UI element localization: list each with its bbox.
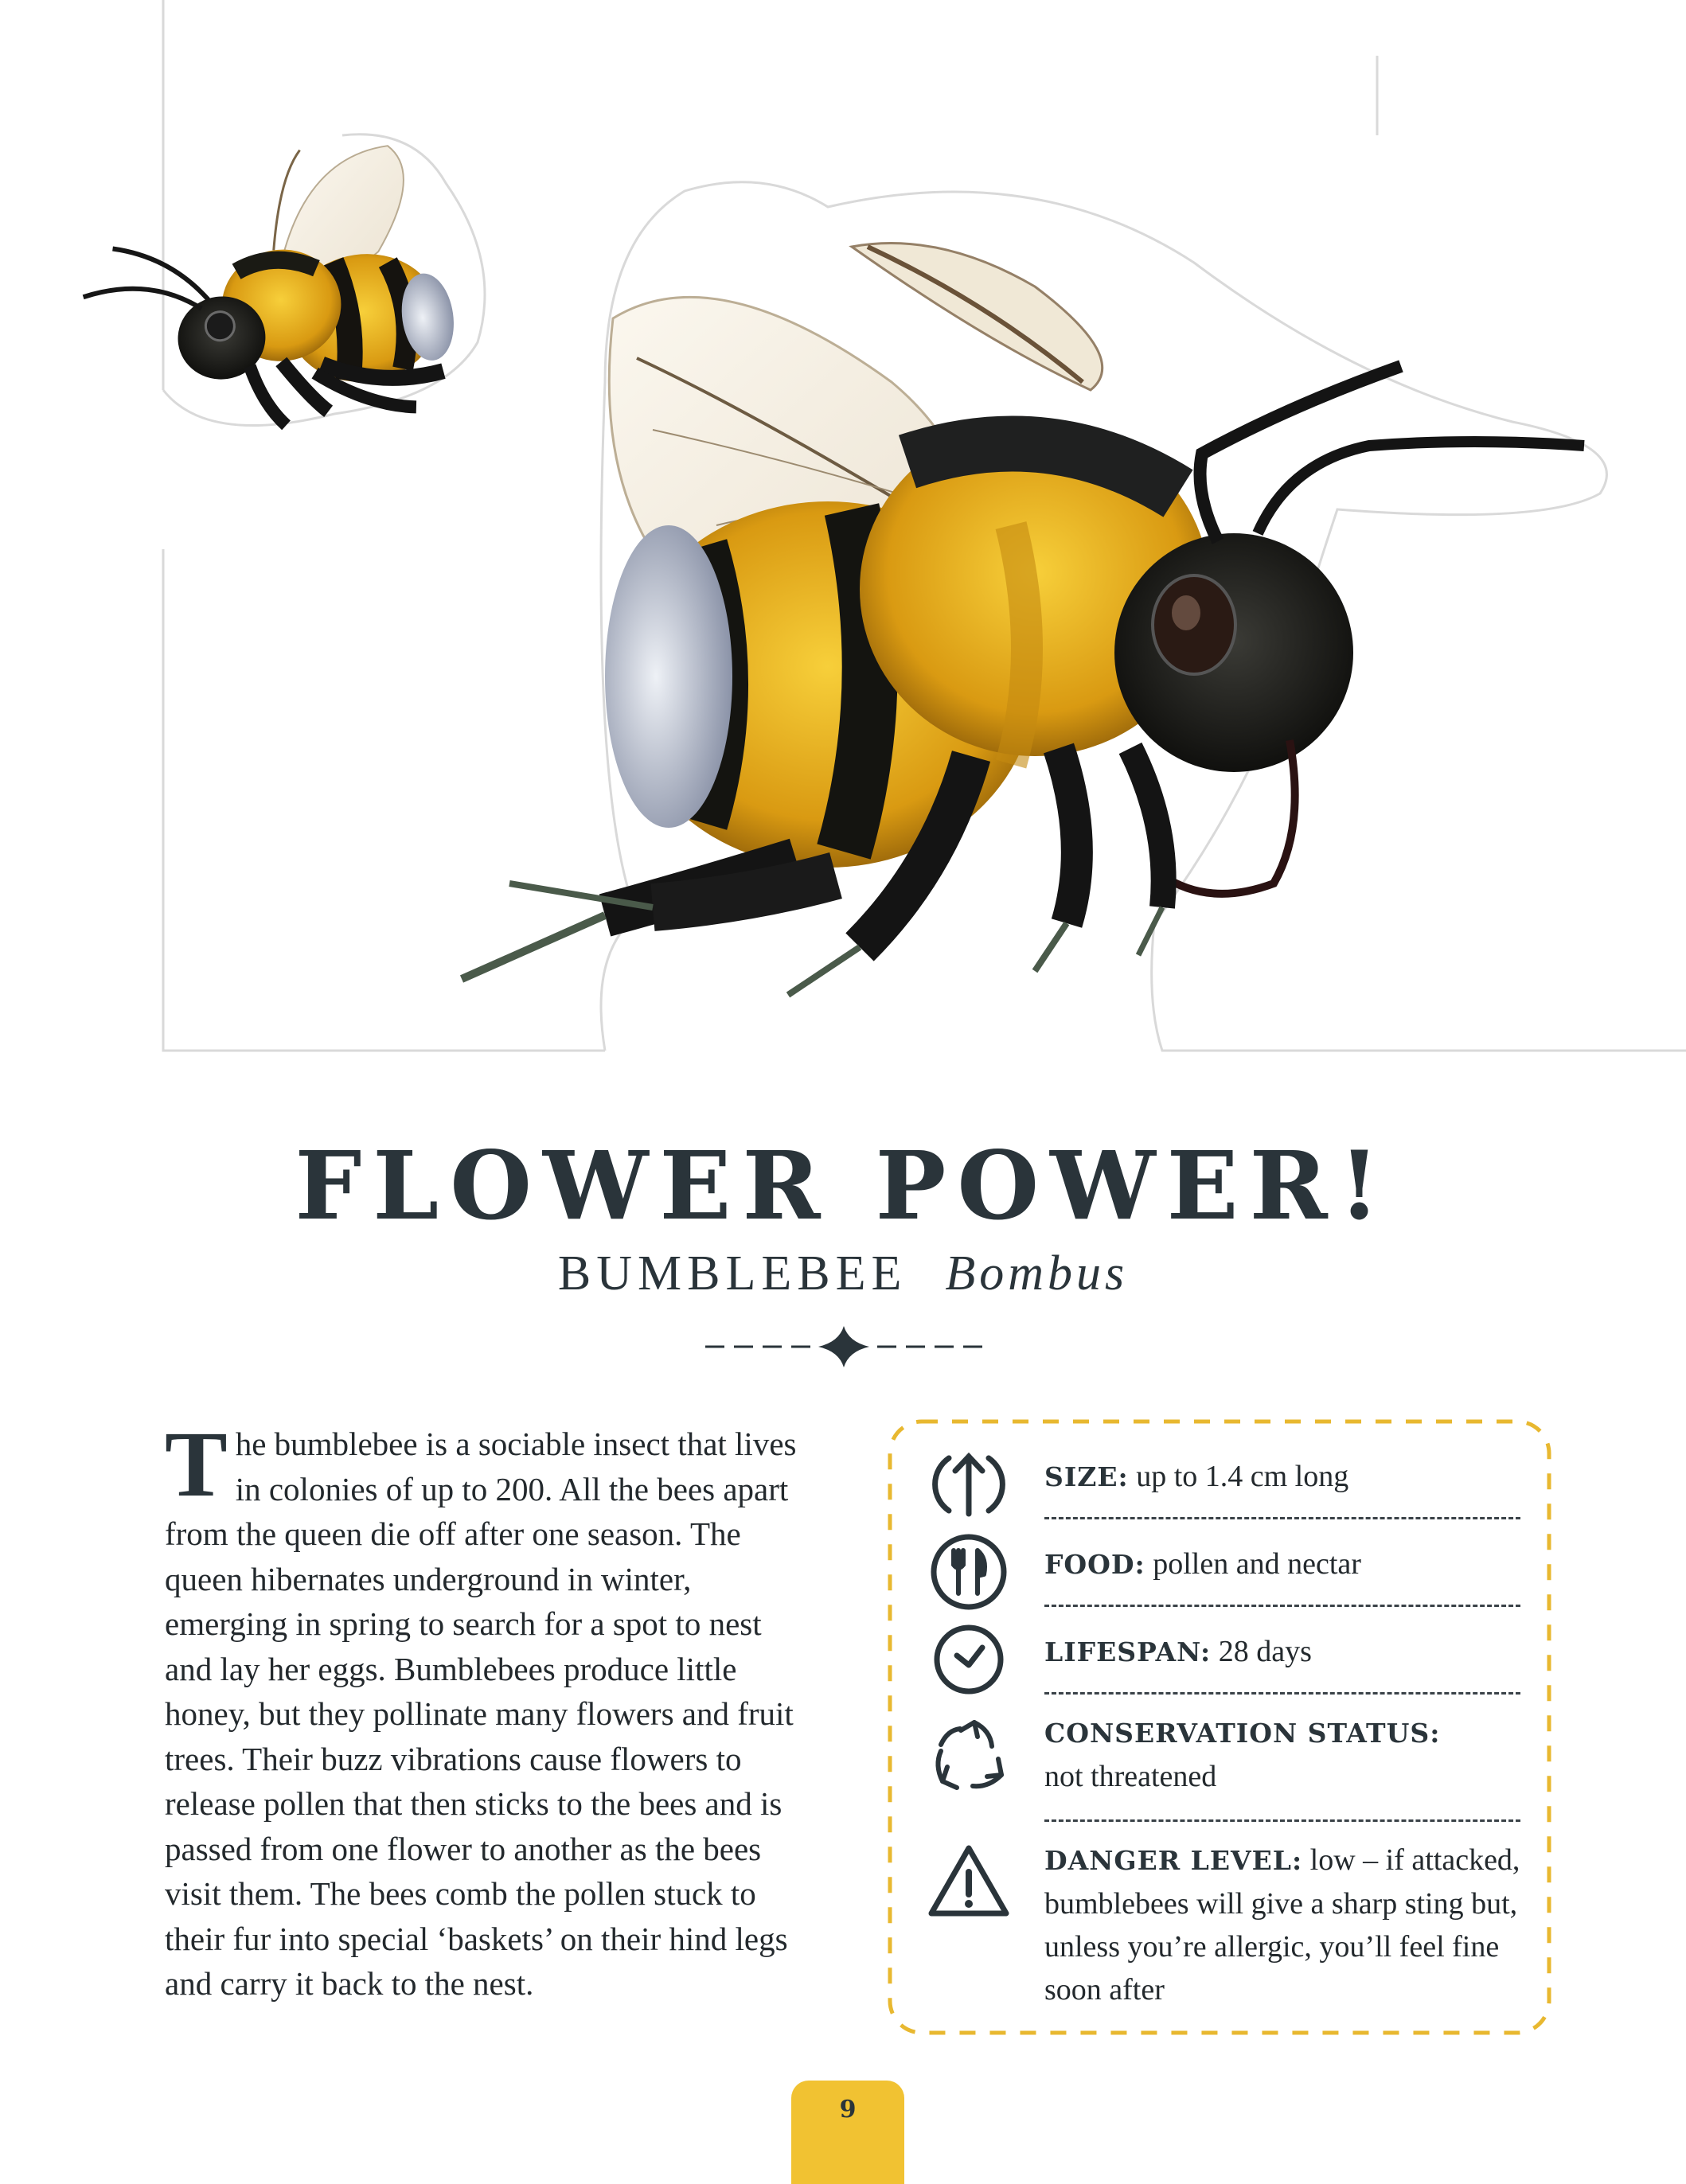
- lifespan-label: LIFESPAN:: [1044, 1636, 1212, 1667]
- conservation-label: CONSERVATION STATUS:: [1044, 1718, 1441, 1749]
- separator: [1044, 1605, 1520, 1607]
- species-subtitle: [0, 1246, 1686, 1302]
- size-value: up to 1.4 cm long: [1136, 1460, 1349, 1493]
- bumblebee-illustration: [0, 0, 1686, 1067]
- food-value: pollen and nectar: [1153, 1547, 1361, 1581]
- warning-triangle-icon: [925, 1839, 1013, 1926]
- drop-cap: T: [165, 1412, 228, 1516]
- size-label: SIZE:: [1044, 1461, 1129, 1492]
- food-label: FOOD:: [1044, 1549, 1145, 1580]
- paragraph-text: he bumblebee is a sociable insect that lives in colonies of up to 200. All the bees apart from the queen die off after one season. The queen hibernates underground in winter, emerging in spring to search for a spot to nest and lay her eggs. Bumblebees produce little honey, but they pollinate many flowers and fruit trees. Their buzz vibrations cause flowers to release pollen that then sticks to the bees and is passed from one flower to another as the bees visit them. The bees comb the pollen stuck to their fur into special ‘baskets’ on their hind legs and carry it back to the nest.: [165, 1425, 797, 2002]
- page-title: FLOWER POWER!: [295, 1130, 1391, 1241]
- small-bee: [67, 132, 465, 450]
- ornament-divider: [701, 1324, 987, 1369]
- lifespan-value: 28 days: [1218, 1635, 1312, 1668]
- common-name: BUMBLEBEE: [557, 1246, 907, 1301]
- danger-label: DANGER LEVEL:: [1044, 1845, 1303, 1876]
- separator: [1044, 1517, 1520, 1519]
- danger-value: low – if attacked, bumblebees will give a sharp sting but, unless you’re allergic, you’ll feel fine soon after: [1044, 1843, 1520, 2007]
- clock-icon: [925, 1616, 1013, 1703]
- latin-name: Bombus: [945, 1246, 1129, 1301]
- fork-knife-icon: [925, 1528, 1013, 1616]
- fact-box: [885, 1417, 1554, 2038]
- separator: [1044, 1819, 1520, 1822]
- separator: [1044, 1692, 1520, 1695]
- recycle-arrows-icon: [925, 1713, 1013, 1800]
- large-bee: [462, 244, 1584, 995]
- description-paragraph: [165, 1412, 802, 2007]
- size-arrows-icon: [925, 1441, 1013, 1528]
- conservation-value: not threatened: [1044, 1760, 1217, 1793]
- page-number: 9: [839, 2096, 857, 2124]
